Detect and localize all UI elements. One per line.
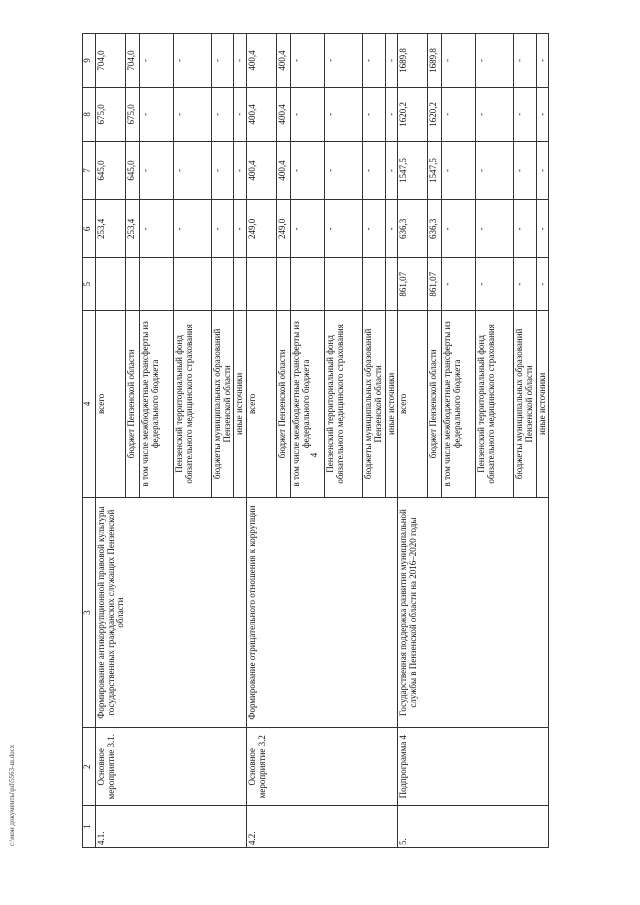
amount-cell: - [536,258,549,310]
amount-cell: 1547,5 [428,141,442,199]
amount-cell: - [476,258,514,310]
amount-cell: 1689,8 [428,34,442,88]
amount-cell: - [363,87,385,141]
amount-cell: - [442,34,476,88]
amount-cell [277,258,291,310]
item-name: Формирование антикоррупционной правовой культуры государственных гражданских служащих Пензенской области [96,497,247,727]
funding-source: бюджет Пензенской области [126,310,140,497]
column-number: 9 [83,34,96,88]
funding-source: Пензенский территориальный фонд обязательного медицинского страхования [476,310,514,497]
amount-cell: 704,0 [126,34,140,88]
item-name: Государственная поддержка развития муниципальной службы в Пензенской области на 2016–2020 годы [398,497,549,727]
column-number: 3 [83,497,96,727]
amount-cell: 861,07 [398,258,428,310]
amount-cell [174,258,212,310]
amount-cell: - [476,34,514,88]
amount-cell: - [514,34,536,88]
column-number: 1 [83,806,96,848]
amount-cell: - [212,34,234,88]
amount-cell: 249,0 [277,200,291,258]
amount-cell: - [536,87,549,141]
amount-cell: 400,4 [277,141,291,199]
amount-cell: - [363,34,385,88]
item-kind: Подпрограмма 4 [398,728,549,806]
funding-source: бюджеты муниципальных образований Пензенской области [514,310,536,497]
item-name: Формирование отрицательного отношения к коррупции [247,497,398,727]
amount-cell: - [140,34,174,88]
item-number: 4.2. [247,806,398,848]
column-number: 6 [83,200,96,258]
amount-cell: - [325,141,363,199]
funding-source: бюджет Пензенской области [428,310,442,497]
amount-cell: - [291,34,325,88]
item-kind: Основное мероприятие 3.1. [96,728,247,806]
amount-cell [325,258,363,310]
amount-cell: - [536,141,549,199]
amount-cell: 636,3 [398,200,428,258]
funding-source: Пензенский территориальный фонд обязательного медицинского страхования [325,310,363,497]
amount-cell: - [174,141,212,199]
table-row [398,34,428,848]
amount-cell: - [140,200,174,258]
amount-cell: - [442,87,476,141]
amount-cell: - [385,200,398,258]
amount-cell: 636,3 [428,200,442,258]
amount-cell [126,258,140,310]
funding-source: иные источники [385,310,398,497]
column-number: 4 [83,310,96,497]
amount-cell [140,258,174,310]
amount-cell: 1620,2 [428,87,442,141]
column-number-row [83,34,96,848]
amount-cell: - [325,87,363,141]
funding-source: в том числе межбюджетные трансферты из федерального бюджета [140,310,174,497]
amount-cell: - [442,258,476,310]
amount-cell: - [325,34,363,88]
amount-cell: - [385,87,398,141]
amount-cell: 675,0 [126,87,140,141]
funding-source: в том числе межбюджетные трансферты из федерального бюджета [291,310,325,497]
table-row [96,34,126,848]
amount-cell: - [234,200,247,258]
table-body [83,34,549,848]
amount-cell: - [174,34,212,88]
amount-cell: - [363,141,385,199]
amount-cell: 675,0 [96,87,126,141]
funding-source: всего [96,310,126,497]
amount-cell: - [291,200,325,258]
table-row [247,34,277,848]
item-number: 4.1. [96,806,247,848]
funding-source: бюджеты муниципальных образований Пензенской области [212,310,234,497]
amount-cell: 253,4 [96,200,126,258]
column-number: 7 [83,141,96,199]
amount-cell: 1620,2 [398,87,428,141]
amount-cell [234,258,247,310]
amount-cell: - [536,34,549,88]
amount-cell [291,258,325,310]
amount-cell: 400,4 [277,87,291,141]
amount-cell: - [476,200,514,258]
amount-cell [363,258,385,310]
amount-cell: 861,07 [428,258,442,310]
item-number: 5. [398,806,549,848]
amount-cell: - [514,258,536,310]
funding-source: иные источники [536,310,549,497]
amount-cell: - [536,200,549,258]
amount-cell: - [291,87,325,141]
column-number: 2 [83,728,96,806]
column-number: 5 [83,258,96,310]
amount-cell: 400,4 [247,34,277,88]
amount-cell: - [174,87,212,141]
amount-cell: - [234,34,247,88]
amount-cell: 253,4 [126,200,140,258]
amount-cell: 400,4 [277,34,291,88]
amount-cell: - [212,200,234,258]
amount-cell: - [140,141,174,199]
amount-cell: - [234,87,247,141]
funding-source: в том числе межбюджетные трансферты из федерального бюджета [442,310,476,497]
amount-cell: 249,0 [247,200,277,258]
amount-cell: - [385,141,398,199]
amount-cell: 1547,5 [398,141,428,199]
amount-cell: - [514,200,536,258]
amount-cell: 1689,8 [398,34,428,88]
funding-source: всего [398,310,428,497]
amount-cell [385,258,398,310]
amount-cell: - [442,200,476,258]
amount-cell: - [476,141,514,199]
item-kind: Основное мероприятие 3.2 [247,728,398,806]
amount-cell: 645,0 [126,141,140,199]
amount-cell: - [174,200,212,258]
amount-cell: - [514,87,536,141]
amount-cell: 645,0 [96,141,126,199]
amount-cell: - [212,87,234,141]
amount-cell: - [140,87,174,141]
amount-cell: - [325,200,363,258]
amount-cell [212,258,234,310]
column-number: 8 [83,87,96,141]
amount-cell: 400,4 [247,87,277,141]
amount-cell: - [476,87,514,141]
amount-cell: 704,0 [96,34,126,88]
funding-source: иные источники [234,310,247,497]
page-number: 4 [309,452,319,458]
budget-table [82,33,549,848]
amount-cell: 400,4 [247,141,277,199]
amount-cell: - [234,141,247,199]
amount-cell: - [442,141,476,199]
amount-cell: - [385,34,398,88]
funding-source: бюджеты муниципальных образований Пензенской области [363,310,385,497]
amount-cell: - [363,200,385,258]
amount-cell: - [212,141,234,199]
amount-cell [247,258,277,310]
funding-source: Пензенский территориальный фонд обязательного медицинского страхования [174,310,212,497]
funding-source: бюджет Пензенской области [277,310,291,497]
amount-cell: - [291,141,325,199]
footer-file-path: c:\мои документы\pd\5563-ш.docx [8,744,16,846]
rotated-table-container [82,33,640,848]
amount-cell: - [514,141,536,199]
amount-cell [96,258,126,310]
funding-source: всего [247,310,277,497]
